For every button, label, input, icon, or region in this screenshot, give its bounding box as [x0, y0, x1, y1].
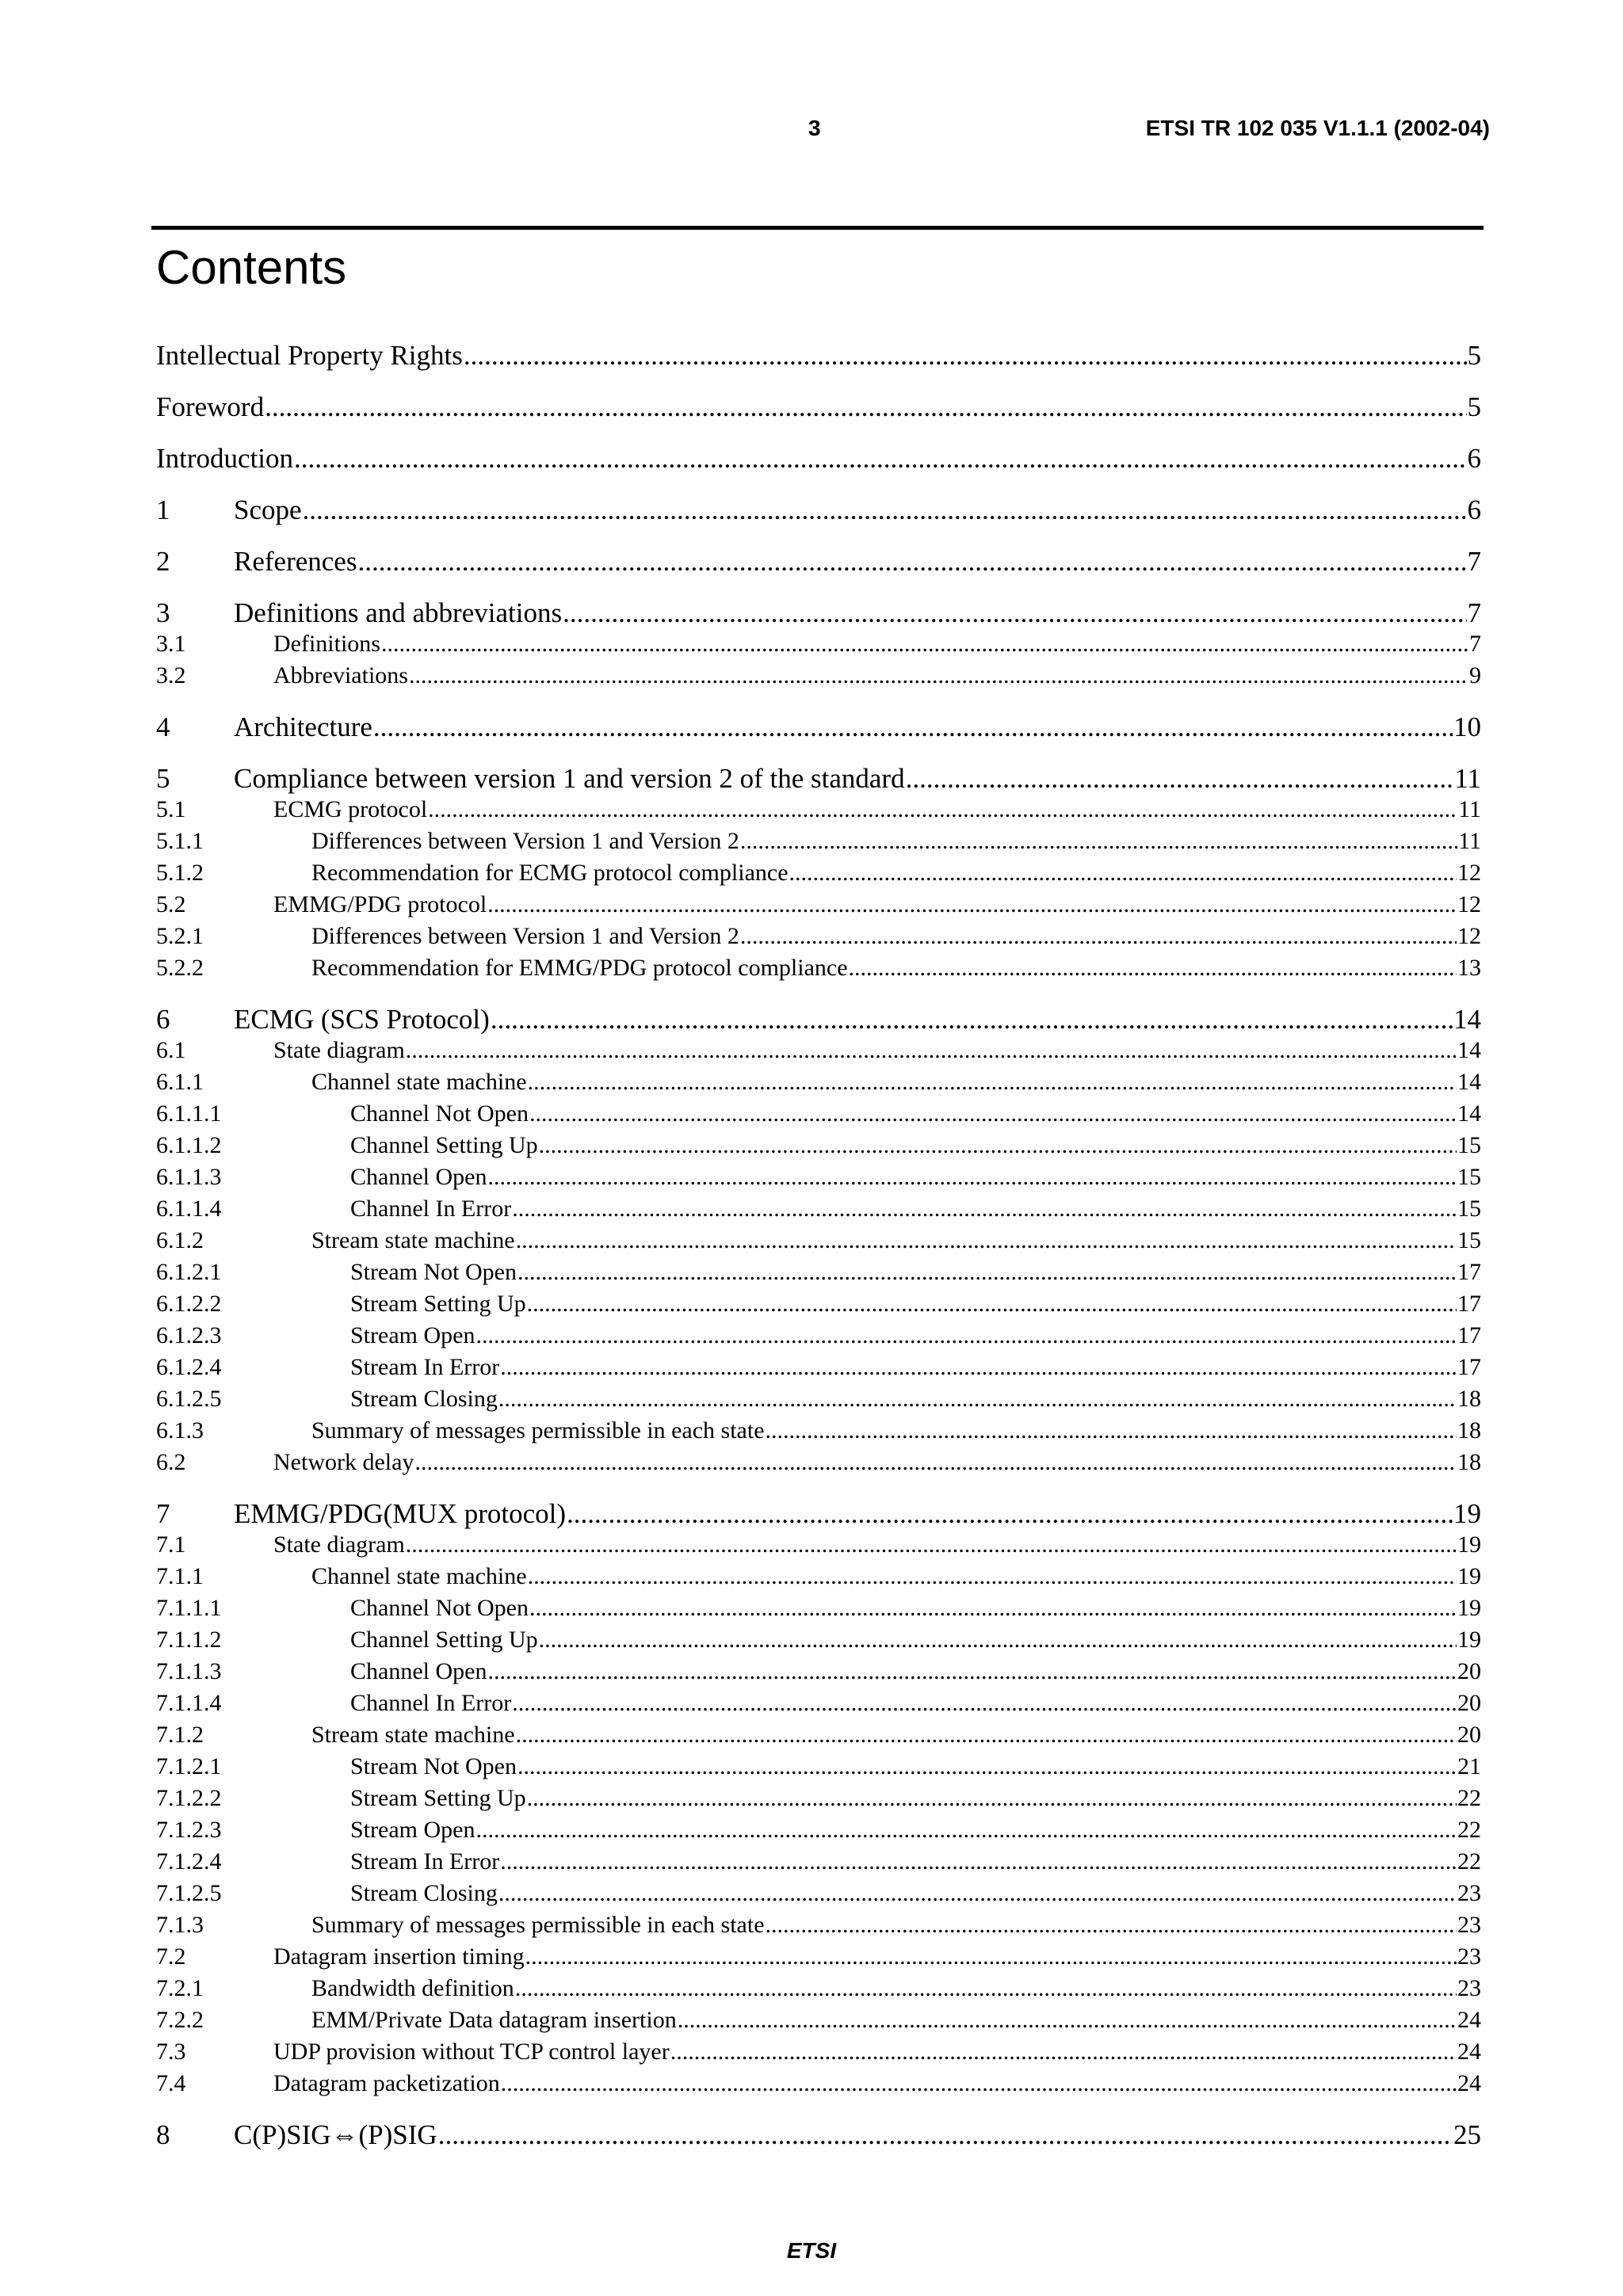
toc-entry-title: Stream Closing: [350, 1386, 498, 1412]
toc-entry-page: 14: [1457, 1037, 1481, 1063]
toc-entry-title: Channel Not Open: [350, 1595, 529, 1621]
toc-dot-leader: [529, 1592, 1457, 1624]
toc-dot-leader: [487, 889, 1457, 921]
toc-entry-page: 12: [1457, 891, 1481, 917]
toc-entry-number: 7.1.1.3: [156, 1658, 222, 1684]
toc-entry-title: Foreword: [156, 391, 265, 422]
toc-dot-leader: [475, 1320, 1457, 1352]
toc-entry-number: 5.2.1: [156, 923, 204, 949]
toc-entry-title: Summary of messages permissible in each state: [311, 1417, 765, 1444]
toc-entry-page: 20: [1457, 1722, 1481, 1748]
toc-entry-page: 18: [1457, 1417, 1481, 1444]
toc-entry-title: Differences between Version 1 and Version 2: [311, 923, 739, 949]
toc-entry-page: 17: [1457, 1259, 1481, 1285]
toc-entry-title: Channel Setting Up: [350, 1132, 538, 1158]
toc-entry-title: EMM/Private Data datagram insertion: [311, 2007, 677, 2033]
toc-entry-page: 25: [1453, 2119, 1481, 2150]
toc-entry[interactable]: [156, 1688, 1481, 1719]
toc-entry[interactable]: [156, 1941, 1481, 1973]
toc-entry-page: 11: [1458, 796, 1481, 822]
toc-entry[interactable]: [156, 1383, 1481, 1415]
toc-entry-number: 3.1: [156, 631, 186, 657]
toc-dot-leader: [529, 1098, 1457, 1130]
toc-entry-number: 6.1.2.1: [156, 1259, 222, 1285]
toc-entry-page: 19: [1457, 1531, 1481, 1558]
toc-entry-page: 10: [1453, 711, 1481, 742]
toc-entry[interactable]: [156, 628, 1481, 660]
toc-entry-page: 23: [1457, 1912, 1481, 1938]
toc-dot-leader: [539, 1130, 1457, 1161]
toc-dot-leader: [740, 826, 1457, 857]
toc-dot-leader: [906, 761, 1454, 797]
toc-entry-page: 15: [1457, 1132, 1481, 1158]
toc-entry-page: 14: [1457, 1069, 1481, 1095]
toc-entry-title: Stream Open: [350, 1322, 475, 1348]
toc-entry-number: 7.1.1.4: [156, 1690, 222, 1716]
toc-entry-title: Scope: [234, 494, 302, 525]
toc-entry-number: 6.1.1.1: [156, 1100, 222, 1127]
toc-entry-title: Definitions and abbreviations: [234, 597, 563, 628]
toc-entry-title: Recommendation for ECMG protocol compliance: [311, 860, 789, 886]
toc-entry-number: 6.1.2: [156, 1227, 204, 1253]
toc-entry[interactable]: [156, 857, 1481, 889]
toc-entry-title: Stream state machine: [311, 1227, 515, 1253]
toc-entry-number: 7.2.1: [156, 1975, 204, 2001]
toc-dot-leader: [409, 660, 1468, 692]
toc-entry-title: References: [234, 546, 357, 577]
toc-entry-page: 9: [1469, 662, 1481, 688]
toc-entry-page: 11: [1454, 763, 1481, 794]
toc-entry-number: 8: [156, 2119, 170, 2150]
toc-entry-title: Stream Setting Up: [350, 1291, 526, 1317]
toc-entry-page: 23: [1457, 1975, 1481, 2001]
toc-entry-title: Intellectual Property Rights: [156, 340, 463, 371]
toc-entry-page: 18: [1457, 1386, 1481, 1412]
toc-dot-leader: [766, 1415, 1457, 1447]
toc-entry-page: 6: [1467, 494, 1481, 525]
toc-dot-leader: [517, 1257, 1457, 1288]
toc-entry[interactable]: [156, 1320, 1481, 1352]
toc-entry-page: 20: [1457, 1658, 1481, 1684]
toc-entry-number: 7.1.2.2: [156, 1785, 222, 1811]
toc-entry-number: 6.1.1.4: [156, 1196, 222, 1222]
toc-entry-title: Channel In Error: [350, 1690, 512, 1716]
toc-entry-page: 17: [1457, 1291, 1481, 1317]
toc-entry-page: 19: [1457, 1627, 1481, 1653]
toc-entry-title: Introduction: [156, 443, 294, 474]
toc-dot-leader: [406, 1035, 1457, 1066]
toc-entry-title: Stream Closing: [350, 1880, 498, 1906]
footer-publisher: ETSI: [786, 2238, 837, 2263]
toc-entry[interactable]: [156, 2036, 1481, 2068]
toc-entry-number: 6.1.2.4: [156, 1354, 222, 1380]
toc-entry-title: Recommendation for EMMG/PDG protocol compliance: [311, 955, 848, 981]
toc-entry-page: 24: [1457, 2039, 1481, 2065]
document-reference: ETSI TR 102 035 V1.1.1 (2002-04): [1145, 116, 1490, 140]
toc-entry[interactable]: [156, 1193, 1481, 1225]
toc-entry-title: Datagram insertion timing: [273, 1943, 525, 1970]
toc-entry[interactable]: [156, 1001, 1481, 1038]
toc-entry[interactable]: [156, 1783, 1481, 1814]
toc-entry-title: UDP provision without TCP control layer: [273, 2039, 670, 2065]
toc-dot-leader: [373, 709, 1453, 746]
toc-entry-page: 12: [1457, 923, 1481, 949]
toc-entry[interactable]: [156, 761, 1481, 797]
toc-entry-title: State diagram: [273, 1531, 405, 1558]
toc-entry-page: 19: [1453, 1498, 1481, 1529]
toc-entry-number: 5.1.2: [156, 860, 204, 886]
toc-dot-leader: [539, 1624, 1457, 1656]
toc-entry[interactable]: [156, 1496, 1481, 1532]
toc-entry-page: 18: [1457, 1449, 1481, 1475]
toc-entry-page: 15: [1457, 1227, 1481, 1253]
toc-entry-number: 5.1.1: [156, 828, 204, 854]
toc-entry-title: Datagram packetization: [273, 2070, 500, 2096]
toc-entry[interactable]: [156, 1447, 1481, 1478]
toc-entry-number: 6.1.3: [156, 1417, 204, 1444]
toc-entry-title: C(P)SIG⇔(P)SIG: [234, 2119, 437, 2150]
toc-entry-page: 7: [1469, 631, 1481, 657]
toc-dot-leader: [500, 1846, 1457, 1878]
toc-entry[interactable]: [156, 1161, 1481, 1193]
toc-entry-title: EMMG/PDG protocol: [273, 891, 487, 917]
toc-dot-leader: [527, 1783, 1457, 1814]
toc-entry[interactable]: [156, 1561, 1481, 1592]
toc-entry-number: 5.1: [156, 796, 186, 822]
toc-entry-number: 7.2: [156, 1943, 186, 1970]
toc-entry-page: 5: [1467, 340, 1481, 371]
page-number: 3: [808, 116, 821, 140]
toc-dot-leader: [406, 1529, 1457, 1561]
toc-dot-leader: [357, 543, 1466, 580]
toc-entry-number: 7.2.2: [156, 2007, 204, 2033]
toc-entry[interactable]: [156, 1098, 1481, 1130]
toc-entry-title: Channel Setting Up: [350, 1627, 538, 1653]
toc-entry-number: 3: [156, 597, 170, 628]
toc-entry[interactable]: [156, 1592, 1481, 1624]
toc-entry[interactable]: [156, 389, 1481, 425]
toc-entry[interactable]: [156, 921, 1481, 952]
toc-entry-number: 7.1.1.2: [156, 1627, 222, 1653]
toc-dot-leader: [517, 1751, 1457, 1783]
toc-entry[interactable]: [156, 660, 1481, 692]
toc-dot-leader: [670, 2036, 1457, 2068]
toc-entry-title: Definitions: [273, 631, 380, 657]
toc-entry[interactable]: [156, 1909, 1481, 1941]
toc-entry-number: 7.4: [156, 2070, 186, 2096]
toc-dot-leader: [475, 1814, 1457, 1846]
toc-entry[interactable]: [156, 1225, 1481, 1257]
toc-entry[interactable]: [156, 1719, 1481, 1751]
toc-entry-number: 7.1.3: [156, 1912, 204, 1938]
toc-entry[interactable]: [156, 1288, 1481, 1320]
toc-entry-page: 24: [1457, 2007, 1481, 2033]
toc-entry-number: 5: [156, 763, 170, 794]
toc-dot-leader: [428, 794, 1457, 826]
toc-entry-number: 3.2: [156, 662, 186, 688]
toc-dot-leader: [740, 921, 1457, 952]
toc-entry-number: 6.1: [156, 1037, 186, 1063]
toc-entry-page: 17: [1457, 1354, 1481, 1380]
toc-entry[interactable]: [156, 709, 1481, 746]
toc-entry-page: 24: [1457, 2070, 1481, 2096]
toc-entry[interactable]: [156, 1352, 1481, 1383]
toc-dot-leader: [528, 1561, 1457, 1592]
toc-entry-title: Stream In Error: [350, 1848, 500, 1875]
toc-entry[interactable]: [156, 2068, 1481, 2100]
toc-entry[interactable]: [156, 492, 1481, 528]
toc-entry-title: Stream Setting Up: [350, 1785, 526, 1811]
toc-dot-leader: [528, 1066, 1457, 1098]
toc-entry-number: 4: [156, 711, 170, 742]
toc-entry-number: 6: [156, 1004, 170, 1035]
toc-entry[interactable]: [156, 1878, 1481, 1909]
toc-dot-leader: [512, 1688, 1457, 1719]
toc-entry-page: 11: [1458, 828, 1481, 854]
toc-entry[interactable]: [156, 1257, 1481, 1288]
toc-entry-title: Stream Not Open: [350, 1259, 517, 1285]
toc-entry[interactable]: [156, 2004, 1481, 2036]
toc-entry[interactable]: [156, 889, 1481, 921]
toc-entry-number: 7.1.1.1: [156, 1595, 222, 1621]
toc-entry-page: 20: [1457, 1690, 1481, 1716]
toc-dot-leader: [498, 1878, 1457, 1909]
toc-entry-title: Bandwidth definition: [311, 1975, 514, 2001]
toc-dot-leader: [500, 1352, 1457, 1383]
toc-entry[interactable]: [156, 952, 1481, 984]
toc-entry-number: 7.3: [156, 2039, 186, 2065]
toc-dot-leader: [265, 389, 1466, 425]
toc-entry-page: 5: [1467, 391, 1481, 422]
toc-entry-number: 7.1.2.5: [156, 1880, 222, 1906]
toc-entry-page: 22: [1457, 1785, 1481, 1811]
toc-entry-title: EMMG/PDG(MUX protocol): [234, 1498, 567, 1529]
toc-entry-number: 6.1.1: [156, 1069, 204, 1095]
toc-entry-number: 6.1.1.3: [156, 1164, 222, 1190]
toc-entry[interactable]: [156, 441, 1481, 477]
toc-entry-number: 7.1.1: [156, 1563, 204, 1589]
toc-entry-page: 21: [1457, 1753, 1481, 1779]
toc-entry-number: 6.1.1.2: [156, 1132, 222, 1158]
toc-entry-page: 15: [1457, 1196, 1481, 1222]
toc-entry-number: 7.1.2.1: [156, 1753, 222, 1779]
toc-dot-leader: [464, 338, 1467, 374]
toc-dot-leader: [498, 1383, 1457, 1415]
toc-entry[interactable]: [156, 1814, 1481, 1846]
toc-entry-number: 7.1.2.4: [156, 1848, 222, 1875]
toc-entry-title: Channel Open: [350, 1658, 487, 1684]
toc-entry-page: 19: [1457, 1595, 1481, 1621]
toc-dot-leader: [515, 1973, 1457, 2004]
toc-entry-page: 13: [1457, 955, 1481, 981]
toc-dot-leader: [501, 2068, 1457, 2100]
toc-entry-page: 17: [1457, 1322, 1481, 1348]
toc-entry[interactable]: [156, 595, 1481, 631]
toc-entry-title: Summary of messages permissible in each state: [311, 1912, 765, 1938]
toc-entry[interactable]: [156, 1846, 1481, 1878]
toc-entry-number: 7.1.2: [156, 1722, 204, 1748]
toc-dot-leader: [414, 1447, 1457, 1478]
toc-entry-page: 7: [1467, 597, 1481, 628]
toc-dot-leader: [381, 628, 1468, 660]
toc-dot-leader: [512, 1193, 1457, 1225]
toc-dot-leader: [516, 1719, 1457, 1751]
toc-entry-number: 5.2.2: [156, 955, 204, 981]
toc-dot-leader: [516, 1225, 1457, 1257]
toc-entry-page: 7: [1467, 546, 1481, 577]
toc-entry-title: Stream In Error: [350, 1354, 500, 1380]
toc-entry-number: 6.2: [156, 1449, 186, 1475]
toc-entry-page: 14: [1453, 1004, 1481, 1035]
toc-dot-leader: [527, 1288, 1457, 1320]
toc-entry-title: State diagram: [273, 1037, 405, 1063]
toc-entry-title: ECMG protocol: [273, 796, 428, 822]
toc-entry-title: Architecture: [234, 711, 372, 742]
toc-dot-leader: [567, 1496, 1453, 1532]
toc-entry-number: 1: [156, 494, 170, 525]
page-title: Contents: [156, 241, 347, 294]
toc-entry-number: 7: [156, 1498, 170, 1529]
toc-entry-title: Stream Open: [350, 1817, 475, 1843]
toc-entry-page: 19: [1457, 1563, 1481, 1589]
toc-dot-leader: [487, 1161, 1457, 1193]
toc-entry[interactable]: [156, 338, 1481, 374]
toc-entry-title: Stream Not Open: [350, 1753, 517, 1779]
toc-entry[interactable]: [156, 1973, 1481, 2004]
toc-entry-page: 14: [1457, 1100, 1481, 1127]
toc-entry-number: 7.1: [156, 1531, 186, 1558]
toc-entry[interactable]: [156, 1624, 1481, 1656]
toc-dot-leader: [294, 441, 1466, 477]
toc-entry[interactable]: [156, 1529, 1481, 1561]
toc-dot-leader: [789, 857, 1457, 889]
toc-entry-number: 6.1.2.2: [156, 1291, 222, 1317]
toc-entry-title: Compliance between version 1 and version 2 of the standard: [234, 763, 905, 794]
toc-dot-leader: [766, 1909, 1457, 1941]
toc-entry[interactable]: [156, 543, 1481, 580]
toc-entry-page: 22: [1457, 1848, 1481, 1875]
toc-entry[interactable]: [156, 1066, 1481, 1098]
toc-entry-number: 2: [156, 546, 170, 577]
toc-entry-page: 6: [1467, 443, 1481, 474]
toc-entry[interactable]: [156, 1415, 1481, 1447]
toc-entry[interactable]: [156, 1656, 1481, 1688]
toc-dot-leader: [849, 952, 1457, 984]
toc-dot-leader: [487, 1656, 1457, 1688]
table-of-contents: [156, 0, 1481, 2296]
toc-entry[interactable]: [156, 1130, 1481, 1161]
toc-entry[interactable]: [156, 2117, 1481, 2153]
toc-entry-page: 23: [1457, 1880, 1481, 1906]
toc-dot-leader: [678, 2004, 1457, 2036]
toc-dot-leader: [525, 1941, 1457, 1973]
toc-entry-title: Channel state machine: [311, 1069, 527, 1095]
toc-entry[interactable]: [156, 1035, 1481, 1066]
toc-entry-page: 22: [1457, 1817, 1481, 1843]
toc-entry-number: 5.2: [156, 891, 186, 917]
toc-entry-page: 15: [1457, 1164, 1481, 1190]
toc-entry-title: ECMG (SCS Protocol): [234, 1004, 490, 1035]
toc-entry-title: Abbreviations: [273, 662, 408, 688]
toc-entry-title: Channel In Error: [350, 1196, 512, 1222]
toc-entry-title: Channel state machine: [311, 1563, 527, 1589]
toc-entry[interactable]: [156, 794, 1481, 826]
toc-entry-title: Differences between Version 1 and Version 2: [311, 828, 739, 854]
toc-entry-page: 23: [1457, 1943, 1481, 1970]
toc-entry-title: Network delay: [273, 1449, 414, 1475]
toc-entry-page: 12: [1457, 860, 1481, 886]
toc-entry-title: Stream state machine: [311, 1722, 515, 1748]
toc-entry[interactable]: [156, 826, 1481, 857]
toc-entry-title: Channel Open: [350, 1164, 487, 1190]
toc-dot-leader: [303, 492, 1467, 528]
toc-entry-title: Channel Not Open: [350, 1100, 529, 1127]
toc-dot-leader: [563, 595, 1466, 631]
toc-dot-leader: [491, 1001, 1453, 1038]
toc-entry-number: 6.1.2.5: [156, 1386, 222, 1412]
toc-entry-number: 6.1.2.3: [156, 1322, 222, 1348]
toc-entry[interactable]: [156, 1751, 1481, 1783]
toc-entry-number: 7.1.2.3: [156, 1817, 222, 1843]
toc-dot-leader: [438, 2117, 1453, 2153]
